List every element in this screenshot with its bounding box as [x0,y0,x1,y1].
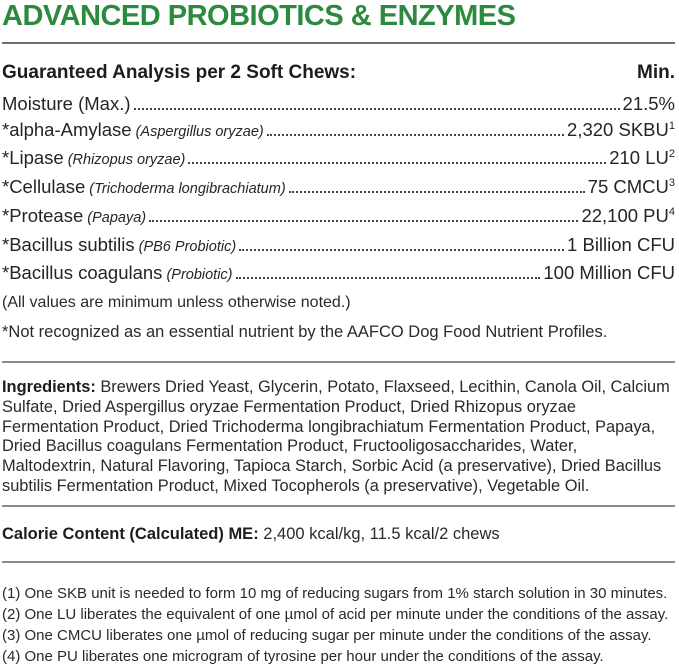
analysis-row-value: 210 LU [609,147,669,169]
analysis-row-value: 2,320 SKBU [567,118,669,140]
divider-footnotes [2,561,675,563]
dot-leader [239,249,564,251]
analysis-row-species: (Probiotic) [166,267,233,284]
analysis-row-alpha-amylase [2,117,675,146]
divider-calorie [2,505,675,507]
analysis-row-value: 75 CMCU [587,176,669,198]
analysis-row-name: *alpha-Amylase [2,118,132,140]
dot-leader [134,108,620,110]
ingredients-text: Brewers Dried Yeast, Glycerin, Potato, Flaxseed, Lecithin, Canola Oil, Calcium Sulfate, Dried Aspergillus oryzae Fermentation Product, Dried Rhizopus oryzae Fermentation Product, Dried Trichoderma longibrachiatum Fermentation Product, Papaya, Dried Bacillus coagulans Fermentation Product, Fructooligosaccharides, Water, Maltodextrin, Natural Flavoring, Tapioca Starch, Sorbic Acid (a preservative), Dried Bacillus subtilis Fermentation Product, Mixed Tocopherols (a preservative), Vegetable Oil. [2,377,670,495]
analysis-row-species: (Aspergillus oryzae) [135,123,264,140]
calorie-content-line [2,524,675,544]
guaranteed-analysis-header [2,62,675,84]
footnote-4: (4) One PU liberates one microgram of tyrosine per hour under the conditions of the assay. [2,647,604,665]
footnote-superscript: 2 [668,148,675,161]
analysis-row-species: (PB6 Probiotic) [138,238,237,255]
footnotes-section [2,583,675,667]
analysis-row-moisture [2,91,675,117]
analysis-row-bacillus-coagulans [2,260,675,289]
analysis-row-species: (Papaya) [87,209,147,226]
footnote-3: (3) One CMCU liberates one µmol of reducing sugar per minute under the conditions of the assay. [2,626,652,644]
all-values-note: (All values are minimum unless otherwise noted.) [2,293,351,311]
analysis-row-name: *Bacillus coagulans [2,262,163,284]
analysis-row-name: Moisture (Max.) [2,93,131,114]
footnote-1: (1) One SKB unit is needed to form 10 mg of reducing sugars from 1% starch solution in 30 minutes. [2,584,668,602]
ingredients-label: Ingredients: [2,377,96,396]
footnote-2: (2) One LU liberates the equivalent of one µmol of acid per minute under the conditions of the assay. [2,605,669,623]
guaranteed-analysis-label: Guaranteed Analysis per 2 Soft Chews: [2,62,357,83]
dot-leader [188,162,606,164]
guaranteed-analysis-table [2,91,675,289]
analysis-row-species: (Trichoderma longibrachiatum) [89,181,286,198]
min-column-header: Min. [637,62,675,83]
analysis-row-cellulase [2,174,675,203]
aafco-note: *Not recognized as an essential nutrient by the AAFCO Dog Food Nutrient Profiles. [2,322,608,341]
analysis-row-value: 21.5% [622,93,675,114]
analysis-row-protease [2,203,675,232]
dot-leader [236,277,541,279]
divider-top [2,42,675,44]
dot-leader [289,191,585,193]
footnote-superscript: 1 [668,119,675,132]
analysis-row-value: 22,100 PU [581,204,669,226]
footnote-superscript: 4 [668,205,675,218]
dot-leader [149,220,578,222]
analysis-row-value: 100 Million CFU [543,262,675,284]
analysis-row-species: (Rhizopus oryzae) [67,152,186,169]
analysis-row-name: *Protease [2,204,84,226]
analysis-row-name: *Bacillus subtilis [2,233,135,255]
ingredients-paragraph [2,378,675,497]
divider-ingredients [2,361,675,363]
product-title: ADVANCED PROBIOTICS & ENZYMES [2,0,516,32]
calorie-label: Calorie Content (Calculated) ME: [2,524,259,543]
analysis-row-name: *Lipase [2,147,64,169]
analysis-row-bacillus-subtilis [2,232,675,261]
dot-leader [267,134,564,136]
calorie-value: 2,400 kcal/kg, 11.5 kcal/2 chews [263,524,500,543]
analysis-row-name: *Cellulase [2,176,86,198]
analysis-row-value: 1 Billion CFU [567,233,675,255]
footnote-superscript: 3 [668,176,675,189]
analysis-row-lipase [2,145,675,174]
